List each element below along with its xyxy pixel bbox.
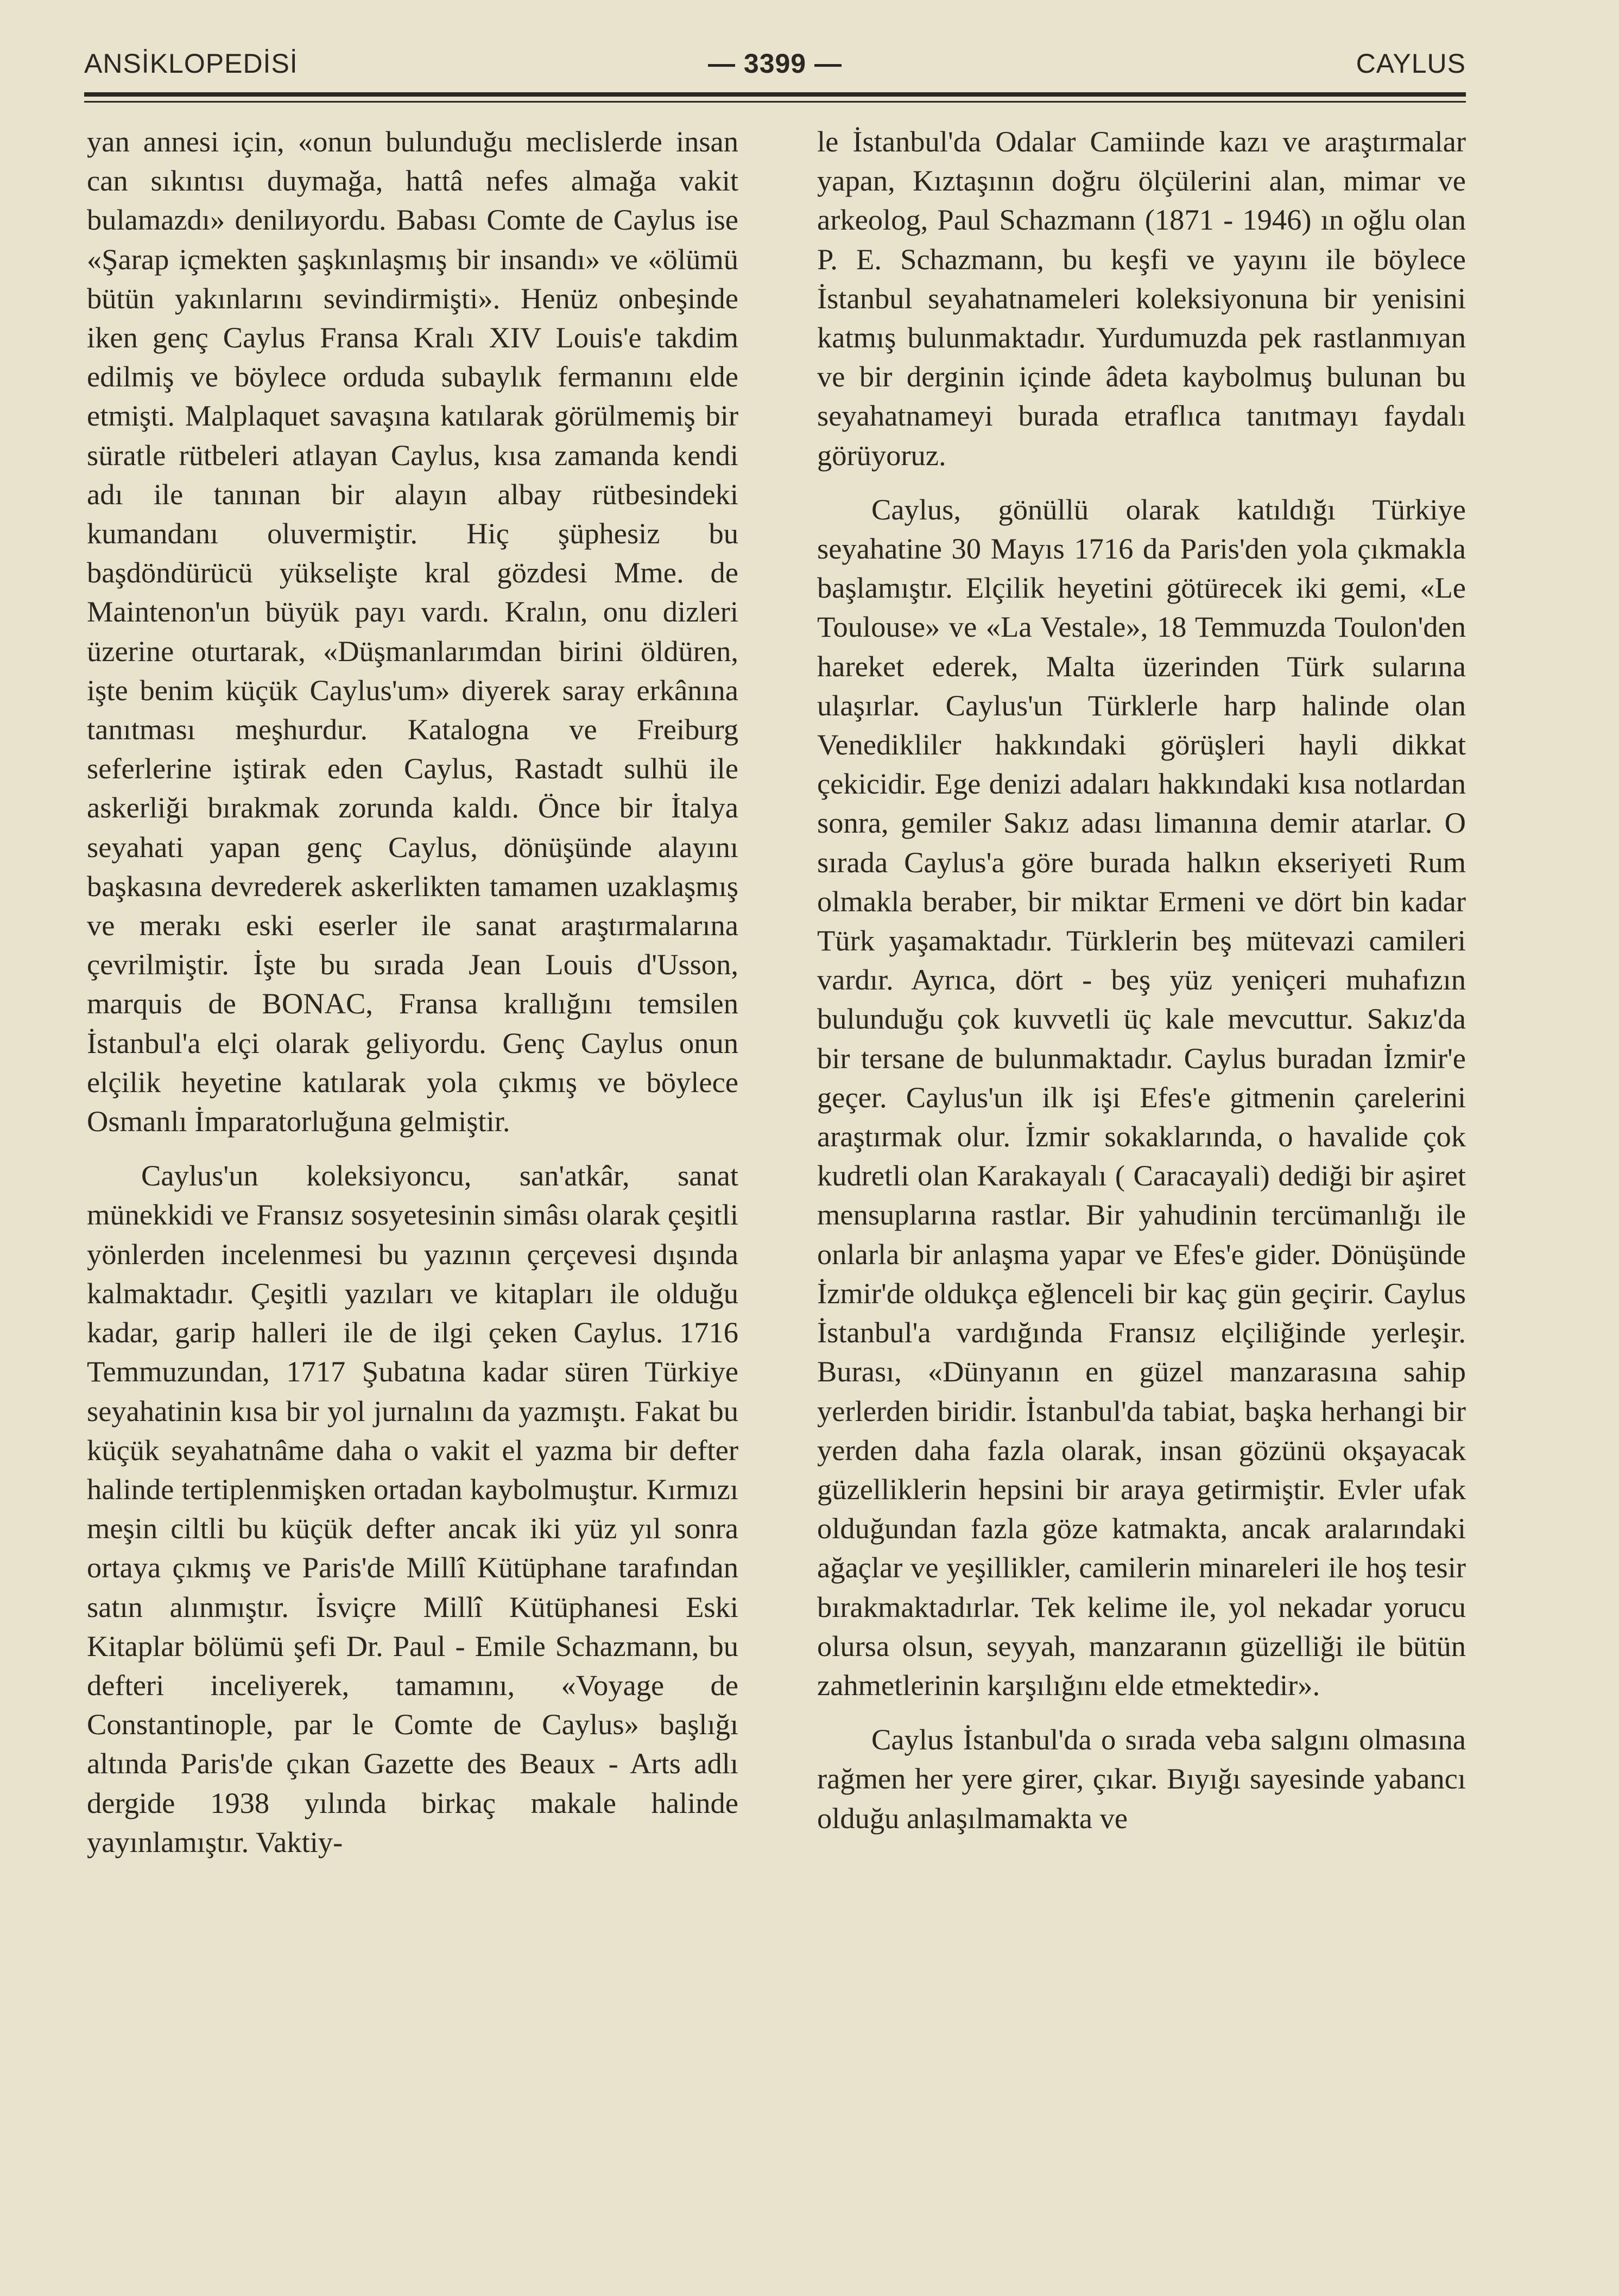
left-column	[87, 122, 738, 1862]
header-rule-thick	[84, 92, 1466, 97]
page-header	[84, 43, 1466, 87]
paragraph: yan annesi için, «onun bulunduğu meclislerde insan can sıkıntısı duymağa, hattâ nefes almağa vakit bulamazdı» denilиyordu. Babası Comte de Caylus ise «Şarap içmekten şaşkınlaşmış bir insandı» ve «ölümü bütün yakınlarını sevindirmişti». Henüz onbeşinde iken genç Caylus Fransa Kralı XIV Louis'e takdim edilmiş ve böylece orduda subaylık fermanını elde etmişti. Malplaquet savaşına katılarak görülmemiş bir süratle rütbeleri atlayan Caylus, kısa zamanda kendi adı ile tanınan bir alayın albay rütbesindeki kumandanı oluvermiştir. Hiç şüphesiz bu başdöndürücü yükselişte kral gözdesi Mme. de Maintenon'un büyük payı vardı. Kralın, onu dizleri üzerine oturtarak, «Düşmanlarımdan birini öldüren, işte benim küçük Caylus'um» diyerek saray erkânına tanıtması meşhurdur. Katalogna ve Freiburg seferlerine iştirak eden Caylus, Rastadt sulhü ile askerliği bırakmak zorunda kaldı. Önce bir İtalya seyahati yapan genç Caylus, dönüşünde alayını başkasına devrederek askerlikten tamamen uzaklaşmış ve merakı eski eserler ile sanat araştırmalarına çevrilmiştir. İşte bu sırada Jean Louis d'Usson, marquis de BONAC, Fransa krallığını temsilen İstanbul'a elçi olarak geliyordu. Genç Caylus onun elçilik heyetine katılarak yola çıkmış ve böylece Osmanlı İmparatorluğuna gelmiştir.	[87, 125, 738, 1138]
paragraph: Caylus'un koleksiyoncu, san'atkâr, sanat münekkidi ve Fransız sosyetesinin simâsı olarak çeşitli yönlerden incelenmesi bu yazının çerçevesi dışında kalmaktadır. Çeşitli yazıları ve kitapları ile olduğu kadar, garip halleri ile de ilgi çeken Caylus. 1716 Temmuzundan, 1717 Şubatına kadar süren Türkiye seyahatinin kısa bir yol jurnalını da yazmıştı. Fakat bu küçük seyahatnâme daha o vakit el yazma bir defter halinde tertiplenmişken ortadan kaybolmuştur. Kırmızı meşin ciltli bu küçük defter ancak iki yüz yıl sonra ortaya çıkmış ve Paris'de Millî Kütüphane tarafından satın alınmıştır. İsviçre Millî Kütüphanesi Eski Kitaplar bölümü şefi Dr. Paul - Emile Schazmann, bu defteri inceliyerek, tamamını, «Voyage de Constantinople, par le Comte de Caylus» başlığı altında Paris'de çıkan Gazette des Beaux - Arts adlı dergide 1938 yılında birkaç makale halinde yayınlamıştır. Vaktiy-	[87, 1159, 738, 1859]
paragraph: Caylus İstanbul'da o sırada veba salgını olmasına rağmen her yere girer, çıkar. Bıyığı sayesinde yabancı olduğu anlaşılmamakta ve	[817, 1723, 1466, 1835]
header-rule-thin	[84, 101, 1466, 103]
paragraph: le İstanbul'da Odalar Camiinde kazı ve araştırmalar yapan, Kıztaşının doğru ölçülerini alan, mimar ve arkeolog, Paul Schazmann (1871 - 1946) ın oğlu olan P. E. Schazmann, bu keşfi ve yayını ile böylece İstanbul seyahatnameleri koleksiyonuna bir yenisini katmış bulunmaktadır. Yurdumuzda pek rastlanmıyan ve bir derginin içinde âdeta kaybolmuş bulunan bu seyahatnameyi burada etraflıca tanıtmayı faydalı görüyoruz.	[817, 125, 1466, 472]
running-title: ANSİKLOPEDİSİ	[84, 48, 298, 79]
page-number: — 3399 —	[707, 48, 843, 79]
paragraph: Caylus, gönüllü olarak katıldığı Türkiye seyahatine 30 Mayıs 1716 da Paris'den yola çıkmakla başlamıştır. Elçilik heyetini götürecek iki gemi, «Le Toulouse» ve «La Vestale», 18 Temmuzda Toulon'den hareket ederek, Malta üzerinden Türk sularına ulaşırlar. Caylus'un Türklerle harp halinde olan Venediklilєr hakkındaki görüşleri hayli dikkat çekicidir. Ege denizi adaları hakkındaki kısa notlardan sonra, gemiler Sakız adası limanına demir atarlar. O sırada Caylus'a göre burada halkın ekseriyeti Rum olmakla beraber, bir miktar Ermeni ve dört bin kadar Türk yaşamaktadır. Türklerin beş mütevazi camileri vardır. Ayrıca, dört - beş yüz yeniçeri muhafızın bulunduğu çok kuvvetli üç kale mevcuttur. Sakız'da bir tersane de bulunmaktadır. Caylus buradan İzmir'e geçer. Caylus'un ilk işi Efes'e gitmenin çarelerini araştırmak olur. İzmir sokaklarında, o havalide çok kudretli olan Karakayalı ( Caracayali) dediği bir aşiret mensuplarına rastlar. Bir yahudinin tercümanlığı ile onlarla bir anlaşma yapar ve Efes'e gider. Dönüşünde İzmir'de oldukça eğlenceli bir kaç gün geçirir. Caylus İstanbul'a vardığında Fransız elçiliğinde yerleşir. Burası, «Dünyanın en güzel manzarasına sahip yerlerden biridir. İstanbul'da tabiat, başka herhangi bir yerden daha fazla olarak, insan gözünü okşayacak güzelliklerin hepsini bir araya getirmiştir. Evler ufak olduğundan fazla göze katmakta, ancak aralarındaki ağaçlar ve yeşillikler, camilerin minareleri ile hoş tesir bırakmaktadırlar. Tek kelime ile, yol nekadar yorucu olursa olsun, seyyah, manzaranın güzelliği ile bütün zahmetlerinin karşılığını elde etmektedir».	[817, 492, 1466, 1702]
entry-headword: CAYLUS	[1356, 48, 1466, 79]
right-column	[817, 122, 1466, 1838]
